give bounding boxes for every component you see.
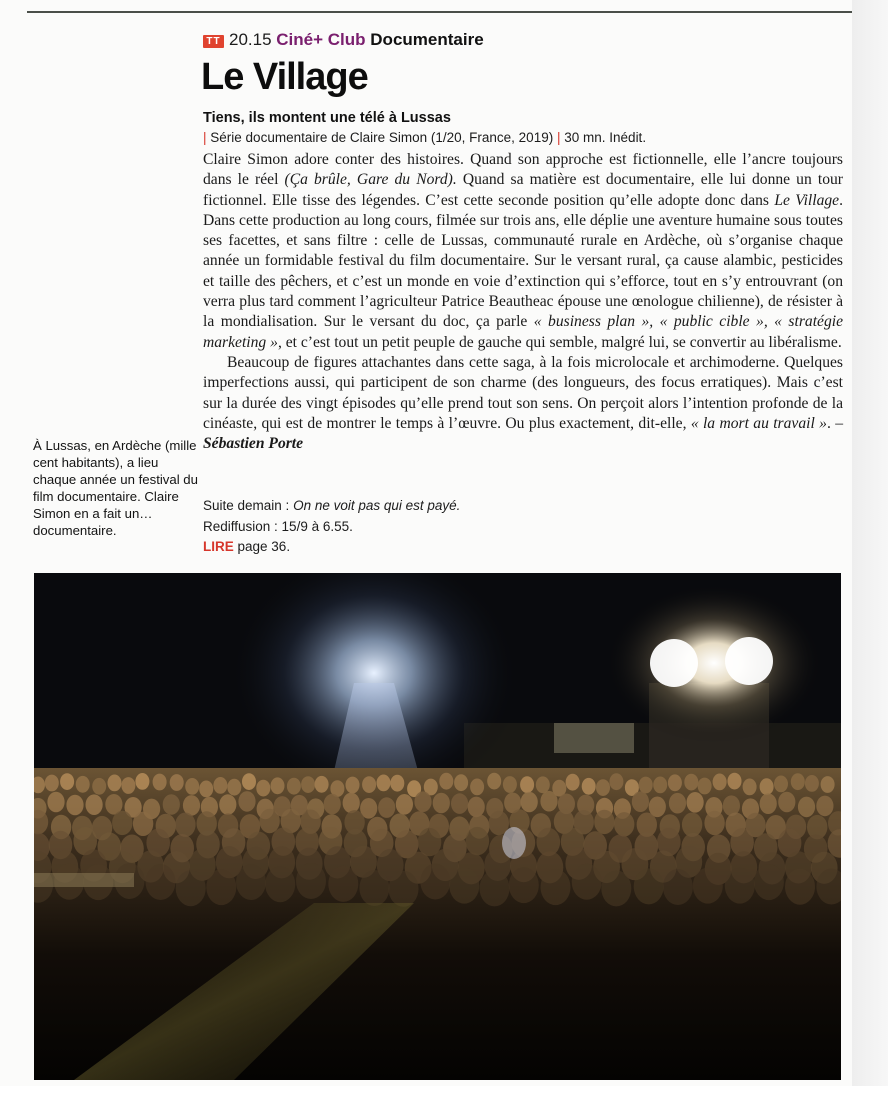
audience-head [47, 792, 64, 813]
audience-head [632, 791, 649, 812]
audience-head [521, 792, 538, 813]
audience-head [175, 813, 195, 837]
audience-head [754, 864, 784, 900]
program-credits [203, 129, 646, 147]
audience-head [669, 793, 686, 814]
audience-head [774, 776, 788, 793]
audience-head [359, 870, 389, 906]
audience-head [451, 793, 468, 814]
audience-head [362, 776, 376, 793]
audience-head [76, 776, 90, 793]
audience-head [328, 866, 358, 902]
audience-head [265, 866, 295, 902]
audience-head [760, 793, 777, 814]
audience-head [760, 778, 774, 795]
audience-head [45, 775, 59, 792]
floodlight-right [725, 637, 773, 685]
read-label: LIRE [203, 539, 234, 554]
audience-head [219, 794, 236, 815]
audience-head [185, 778, 199, 795]
audience-head [698, 778, 712, 795]
audience-head [468, 797, 485, 818]
audience-head [668, 774, 682, 791]
audience-head [480, 870, 510, 906]
audience-head [487, 773, 501, 790]
audience-head [60, 773, 74, 790]
glowing-child-face [502, 827, 526, 859]
audience-head [301, 776, 315, 793]
separator-bar: | [556, 130, 561, 145]
review-paragraph-2 [203, 353, 843, 454]
audience-head [684, 774, 698, 791]
audience-head [791, 773, 805, 790]
page-gutter [852, 0, 888, 1086]
text-run: Quand sa matière est documentaire, elle lui donne un tour fictionnel. Elle tisse des légendes. C’est cette seconde position qu’elle adopte donc dans [203, 171, 843, 209]
italic-text-run: (Ça brûle, Gare du Nord). [284, 171, 457, 189]
audience-head [466, 827, 490, 855]
audience-head [536, 776, 550, 793]
audience-head [601, 870, 631, 906]
audience-head [86, 794, 103, 815]
next-episode-title: On ne voit pas qui est payé. [293, 498, 461, 513]
audience-head [816, 796, 833, 817]
audience-head [346, 777, 360, 794]
episode-title: Tiens, ils montent une télé à Lussas [203, 110, 451, 126]
audience-head [153, 774, 167, 791]
audience-head [566, 774, 580, 791]
audience-head [509, 867, 539, 903]
rerun-note: Rediffusion : 15/9 à 6.55. [203, 518, 353, 534]
audience-head [315, 776, 329, 793]
text-run: . – [826, 414, 843, 432]
audience-head [634, 868, 664, 904]
audience-head [256, 780, 270, 797]
audience-head [227, 779, 241, 796]
audience-head [92, 778, 106, 795]
audience-head [454, 774, 468, 791]
night-crowd-festival-photo [34, 573, 841, 1080]
banner-sign [554, 723, 634, 753]
italic-text-run: Le Village [774, 191, 840, 209]
audience-head [778, 792, 795, 813]
audience-head [805, 775, 819, 792]
audience-head [520, 776, 534, 793]
page-bottom-margin [0, 1086, 888, 1102]
audience-head [572, 864, 602, 900]
audience-head [687, 792, 704, 813]
review-body [203, 150, 843, 454]
audience-head [378, 797, 395, 818]
audience-head [582, 778, 596, 795]
author-signature: Sébastien Porte [203, 435, 304, 453]
audience-head [470, 779, 484, 796]
stage-floodlights [604, 583, 824, 743]
text-run: . Dans cette production au long cours, filmée sur trois ans, elle déplie une aventure humaine sous toutes ses facettes, et sans filtre : celle de Lussas, communauté rurale en Ardèche, où s’organise chaque année un formidable festival du film documentaire. Sur le versant rural, ça cause alambic, pesticides et taille des pêchers, et c’est un monde en voie d’extinction qui s’efforce, tout en s’y entrouvrant (on verra plus tard comment l’agriculteur Patrice Beautheac épouse une œnologue chilienne), de résister à la mondialisation. Sur le versant du doc, ça parle [203, 191, 844, 331]
audience-head [163, 794, 180, 815]
audience-head [206, 869, 236, 905]
paragraph-2-text [203, 354, 843, 432]
audience-head [271, 777, 285, 794]
read-page-ref: page 36. [233, 539, 291, 554]
audience-head [596, 779, 610, 796]
audience-head [725, 868, 755, 904]
audience-head [389, 871, 419, 907]
audience-head [287, 778, 301, 795]
program-kicker [203, 30, 484, 50]
audience-head [108, 775, 122, 792]
audience-head [594, 810, 614, 834]
table-edge [34, 873, 134, 887]
audience-head [639, 777, 653, 794]
audience-head [176, 870, 206, 906]
audience-head [396, 794, 413, 815]
audience-head [324, 794, 341, 815]
audience-head [112, 811, 132, 835]
audience-head [390, 775, 404, 792]
text-run: Beaucoup de figures attachantes dans cette saga, à la fois microlocale et archimoderne. Quelques imperfections aussi, qui participent de son charme (des longueurs, des focus erratiques). Mais c’est sur la durée des vingt épisodes qu’elle prend tout son sens. On perçoit alors l’intention profonde de la cinéaste, qui est de montrer le temps à l’œuvre. Ou plus exactement, dit-elle, [203, 353, 843, 432]
text-run: Claire Simon adore conter des histoires. Quand son approche est fictionnelle, elle l’ancre toujours dans le réel [203, 151, 843, 189]
tt-logo-icon: TT [203, 35, 224, 48]
audience-head [343, 793, 360, 814]
top-rule-divider [27, 11, 853, 13]
audience-head [121, 777, 135, 794]
audience-head [614, 812, 634, 836]
audience-head [377, 775, 391, 792]
channel-name: Ciné+ Club [276, 30, 366, 49]
photo-illustration [34, 573, 841, 1080]
audience-head [170, 774, 184, 791]
audience-head [785, 869, 815, 905]
read-more-note [203, 537, 460, 558]
audience-head [663, 869, 693, 905]
audience-head [238, 791, 255, 812]
program-notes [203, 496, 460, 558]
series-info: Série documentaire de Claire Simon (1/20, France, 2019) [210, 130, 554, 145]
audience-head [439, 773, 453, 790]
audience-head [503, 776, 517, 793]
text-run: , et c’est tout un petit peuple de gauche qui semble, malgré lui, se convertir au libéralisme. [277, 333, 842, 351]
audience-head [728, 773, 742, 790]
duration-info: 30 mn. Inédit. [564, 130, 647, 145]
audience-head [420, 864, 450, 900]
italic-text-run: « la mort au travail » [690, 414, 827, 432]
audience-head [66, 795, 83, 816]
audience-head [449, 868, 479, 904]
next-episode-label: Suite demain : [203, 498, 294, 513]
audience-head [798, 797, 815, 818]
broadcast-time: 20.15 [229, 30, 272, 49]
audience-head [414, 791, 431, 812]
audience-head [653, 777, 667, 794]
audience-head [541, 869, 571, 905]
program-genre: Documentaire [370, 30, 484, 49]
floodlight-left [650, 639, 698, 687]
audience-head [693, 868, 723, 904]
audience-head [236, 864, 266, 900]
audience-head [135, 773, 149, 790]
audience-head [146, 864, 176, 900]
audience-head [199, 781, 213, 798]
audience-head [242, 773, 256, 790]
audience-head [213, 777, 227, 794]
audience-head [540, 791, 557, 812]
photo-caption: À Lussas, en Ardèche (mille cent habitants), a lieu chaque année un festival du film documentaire. Claire Simon en a fait un… documentaire. [33, 438, 198, 538]
audience-head [259, 809, 279, 833]
audience-head [713, 774, 727, 791]
separator-bar: | [203, 130, 207, 145]
audience-head [821, 776, 835, 793]
audience-head [704, 811, 724, 835]
italic-text-run: « business plan », « public cible », « stratégie marketing » [203, 313, 843, 351]
program-title: Le Village [201, 56, 368, 98]
audience-head [743, 779, 757, 796]
audience-head [296, 863, 326, 899]
audience-head [609, 773, 623, 790]
review-paragraph-1 [203, 150, 843, 353]
audience-head [433, 793, 450, 814]
next-episode-note [203, 496, 460, 517]
